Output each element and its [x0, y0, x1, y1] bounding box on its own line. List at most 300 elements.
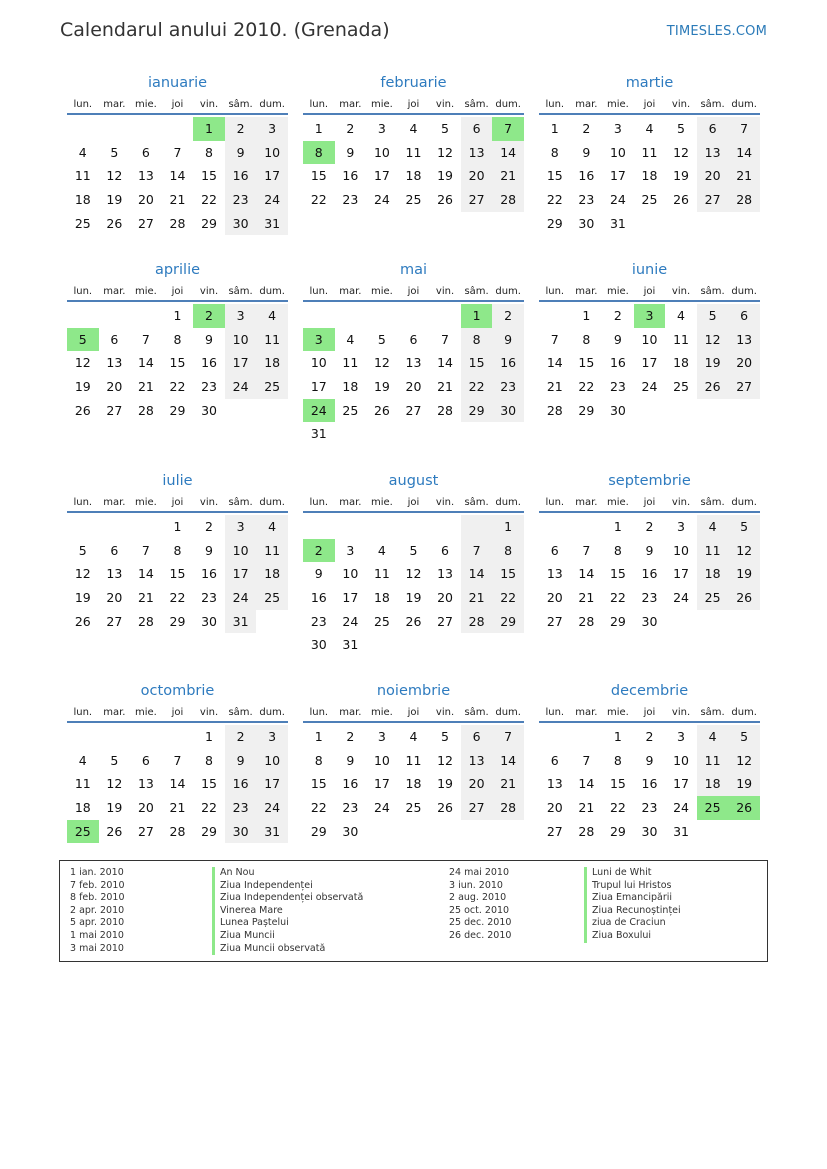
day-cell[interactable]: 5 — [110, 144, 119, 160]
day-cell[interactable]: 22 — [201, 192, 217, 208]
day-cell[interactable]: 10 — [609, 144, 626, 160]
day-cell[interactable]: 4 — [256, 304, 288, 328]
day-cell[interactable]: 4 — [697, 515, 729, 539]
day-cell[interactable]: 13 — [405, 355, 422, 371]
day-cell[interactable]: 25 — [74, 215, 91, 231]
day-cell[interactable]: 6 — [110, 331, 119, 347]
day-cell[interactable]: 18 — [256, 562, 288, 586]
day-cell[interactable]: 11 — [697, 749, 729, 773]
day-cell[interactable]: 9 — [205, 542, 213, 558]
day-cell[interactable]: 2 — [492, 304, 524, 328]
day-cell[interactable]: 13 — [461, 749, 493, 773]
day-cell[interactable]: 16 — [342, 776, 359, 792]
day-cell[interactable]: 6 — [110, 542, 119, 558]
day-cell[interactable]: 5 — [377, 331, 386, 347]
day-cell[interactable]: 15 — [609, 776, 626, 792]
day-cell[interactable]: 5 — [441, 729, 449, 744]
day-cell[interactable]: 19 — [74, 590, 91, 606]
day-cell[interactable]: 26 — [697, 375, 729, 399]
day-cell[interactable]: 29 — [201, 823, 217, 839]
day-cell[interactable]: 12 — [74, 355, 91, 371]
day-cell[interactable]: 7 — [141, 542, 150, 558]
day-cell[interactable]: 14 — [578, 776, 595, 792]
day-cell[interactable]: 28 — [546, 402, 563, 418]
day-cell[interactable]: 24 — [673, 800, 689, 816]
day-cell[interactable]: 4 — [78, 144, 87, 160]
day-cell[interactable]: 4 — [697, 725, 729, 749]
day-cell[interactable]: 28 — [578, 823, 595, 839]
day-cell[interactable]: 14 — [546, 355, 563, 371]
day-cell[interactable]: 9 — [225, 141, 257, 165]
day-cell[interactable]: 21 — [137, 590, 154, 606]
day-cell[interactable]: 19 — [106, 800, 123, 816]
day-cell[interactable]: 30 — [492, 399, 524, 423]
day-cell[interactable]: 16 — [342, 168, 359, 184]
day-cell[interactable]: 12 — [437, 144, 453, 160]
day-cell[interactable]: 30 — [225, 212, 257, 236]
day-cell[interactable]: 19 — [405, 590, 422, 606]
day-cell[interactable]: 12 — [106, 168, 123, 184]
day-cell[interactable]: 7 — [461, 539, 493, 563]
day-cell[interactable]: 4 — [677, 308, 685, 323]
day-cell[interactable]: 28 — [137, 402, 154, 418]
day-cell[interactable]: 15 — [609, 566, 626, 582]
day-cell[interactable]: 17 — [373, 168, 390, 184]
day-cell[interactable]: 9 — [205, 331, 213, 347]
day-cell[interactable]: 6 — [141, 752, 150, 768]
day-cell[interactable]: 8 — [492, 539, 524, 563]
day-cell[interactable]: 29 — [546, 215, 563, 231]
day-cell[interactable]: 11 — [373, 566, 390, 582]
day-cell[interactable]: 26 — [728, 796, 760, 820]
day-cell[interactable]: 22 — [169, 379, 186, 395]
day-cell[interactable]: 6 — [728, 304, 760, 328]
day-cell[interactable]: 15 — [169, 355, 186, 371]
day-cell[interactable]: 26 — [373, 402, 390, 418]
day-cell[interactable]: 20 — [137, 800, 154, 816]
day-cell[interactable]: 17 — [673, 776, 689, 792]
day-cell[interactable]: 3 — [256, 117, 288, 141]
day-cell[interactable]: 17 — [342, 590, 359, 606]
day-cell[interactable]: 2 — [205, 519, 213, 534]
day-cell[interactable]: 27 — [437, 613, 453, 629]
day-cell[interactable]: 15 — [310, 168, 327, 184]
day-cell[interactable]: 12 — [697, 328, 729, 352]
day-cell[interactable]: 25 — [256, 375, 288, 399]
day-cell[interactable]: 13 — [728, 328, 760, 352]
day-cell[interactable]: 22 — [609, 800, 626, 816]
day-cell[interactable]: 24 — [373, 192, 390, 208]
day-cell[interactable]: 19 — [728, 772, 760, 796]
day-cell[interactable]: 23 — [225, 796, 257, 820]
day-cell[interactable]: 16 — [492, 351, 524, 375]
day-cell[interactable]: 1 — [582, 308, 591, 323]
day-cell[interactable]: 28 — [437, 402, 453, 418]
day-cell[interactable]: 2 — [193, 304, 225, 328]
day-cell[interactable]: 7 — [173, 144, 182, 160]
day-cell[interactable]: 11 — [256, 328, 288, 352]
day-cell[interactable]: 12 — [405, 566, 422, 582]
day-cell[interactable]: 15 — [201, 168, 217, 184]
day-cell[interactable]: 1 — [173, 519, 182, 534]
day-cell[interactable]: 13 — [461, 141, 493, 165]
day-cell[interactable]: 2 — [613, 308, 622, 323]
day-cell[interactable]: 19 — [373, 379, 390, 395]
day-cell[interactable]: 19 — [437, 776, 453, 792]
day-cell[interactable]: 16 — [201, 355, 217, 371]
day-cell[interactable]: 4 — [645, 121, 654, 136]
day-cell[interactable]: 3 — [303, 328, 335, 352]
day-cell[interactable]: 30 — [641, 613, 658, 629]
day-cell[interactable]: 19 — [697, 351, 729, 375]
day-cell[interactable]: 16 — [225, 164, 257, 188]
day-cell[interactable]: 21 — [492, 772, 524, 796]
day-cell[interactable]: 5 — [728, 725, 760, 749]
day-cell[interactable]: 16 — [641, 776, 658, 792]
day-cell[interactable]: 13 — [437, 566, 453, 582]
day-cell[interactable]: 11 — [697, 539, 729, 563]
day-cell[interactable]: 29 — [201, 215, 217, 231]
day-cell[interactable]: 23 — [641, 590, 658, 606]
day-cell[interactable]: 11 — [74, 776, 91, 792]
day-cell[interactable]: 29 — [492, 610, 524, 634]
day-cell[interactable]: 30 — [201, 402, 217, 418]
day-cell[interactable]: 19 — [437, 168, 453, 184]
day-cell[interactable]: 29 — [310, 823, 327, 839]
day-cell[interactable]: 9 — [582, 144, 591, 160]
day-cell[interactable]: 1 — [205, 729, 213, 744]
day-cell[interactable]: 12 — [673, 144, 689, 160]
day-cell[interactable]: 29 — [461, 399, 493, 423]
day-cell[interactable]: 10 — [225, 328, 257, 352]
day-cell[interactable]: 11 — [673, 331, 689, 347]
day-cell[interactable]: 10 — [673, 752, 689, 768]
day-cell[interactable]: 21 — [461, 586, 493, 610]
day-cell[interactable]: 15 — [492, 562, 524, 586]
day-cell[interactable]: 24 — [673, 590, 689, 606]
day-cell[interactable]: 18 — [74, 192, 91, 208]
day-cell[interactable]: 24 — [609, 192, 626, 208]
day-cell[interactable]: 3 — [377, 729, 386, 744]
day-cell[interactable]: 24 — [256, 188, 288, 212]
day-cell[interactable]: 23 — [578, 192, 595, 208]
day-cell[interactable]: 6 — [409, 331, 418, 347]
day-cell[interactable]: 6 — [697, 117, 729, 141]
day-cell[interactable]: 8 — [314, 752, 323, 768]
day-cell[interactable]: 15 — [578, 355, 595, 371]
day-cell[interactable]: 25 — [373, 613, 390, 629]
day-cell[interactable]: 3 — [677, 519, 685, 534]
day-cell[interactable]: 11 — [342, 355, 359, 371]
day-cell[interactable]: 28 — [728, 188, 760, 212]
day-cell[interactable]: 5 — [110, 752, 119, 768]
day-cell[interactable]: 14 — [728, 141, 760, 165]
day-cell[interactable]: 22 — [546, 192, 563, 208]
day-cell[interactable]: 1 — [193, 117, 225, 141]
day-cell[interactable]: 8 — [582, 331, 591, 347]
day-cell[interactable]: 29 — [169, 613, 186, 629]
day-cell[interactable]: 15 — [310, 776, 327, 792]
day-cell[interactable]: 3 — [677, 729, 685, 744]
day-cell[interactable]: 17 — [310, 379, 327, 395]
day-cell[interactable]: 26 — [106, 215, 123, 231]
day-cell[interactable]: 2 — [346, 121, 355, 136]
day-cell[interactable]: 23 — [201, 379, 217, 395]
day-cell[interactable]: 25 — [256, 586, 288, 610]
day-cell[interactable]: 28 — [492, 796, 524, 820]
day-cell[interactable]: 17 — [641, 355, 658, 371]
day-cell[interactable]: 8 — [461, 328, 493, 352]
day-cell[interactable]: 20 — [405, 379, 422, 395]
day-cell[interactable]: 18 — [673, 355, 689, 371]
day-cell[interactable]: 17 — [225, 562, 257, 586]
day-cell[interactable]: 25 — [673, 379, 689, 395]
day-cell[interactable]: 20 — [137, 192, 154, 208]
day-cell[interactable]: 16 — [609, 355, 626, 371]
day-cell[interactable]: 24 — [373, 800, 390, 816]
day-cell[interactable]: 3 — [225, 515, 257, 539]
day-cell[interactable]: 10 — [673, 542, 689, 558]
day-cell[interactable]: 23 — [342, 192, 359, 208]
day-cell[interactable]: 10 — [641, 331, 658, 347]
day-cell[interactable]: 9 — [492, 328, 524, 352]
day-cell[interactable]: 12 — [728, 749, 760, 773]
day-cell[interactable]: 4 — [409, 121, 418, 136]
day-cell[interactable]: 27 — [137, 215, 154, 231]
day-cell[interactable]: 22 — [578, 379, 595, 395]
day-cell[interactable]: 21 — [578, 800, 595, 816]
day-cell[interactable]: 22 — [310, 192, 327, 208]
day-cell[interactable]: 27 — [697, 188, 729, 212]
day-cell[interactable]: 17 — [256, 164, 288, 188]
day-cell[interactable]: 24 — [225, 586, 257, 610]
day-cell[interactable]: 23 — [310, 613, 327, 629]
day-cell[interactable]: 22 — [201, 800, 217, 816]
day-cell[interactable]: 7 — [492, 117, 524, 141]
day-cell[interactable]: 25 — [697, 586, 729, 610]
day-cell[interactable]: 4 — [409, 729, 418, 744]
day-cell[interactable]: 18 — [342, 379, 359, 395]
day-cell[interactable]: 7 — [550, 331, 559, 347]
day-cell[interactable]: 18 — [405, 776, 422, 792]
day-cell[interactable]: 28 — [169, 215, 186, 231]
day-cell[interactable]: 28 — [578, 613, 595, 629]
day-cell[interactable]: 26 — [405, 613, 422, 629]
day-cell[interactable]: 7 — [173, 752, 182, 768]
day-cell[interactable]: 6 — [461, 117, 493, 141]
day-cell[interactable]: 12 — [437, 752, 453, 768]
day-cell[interactable]: 10 — [342, 566, 359, 582]
day-cell[interactable]: 22 — [310, 800, 327, 816]
day-cell[interactable]: 31 — [225, 610, 257, 634]
day-cell[interactable]: 18 — [697, 562, 729, 586]
day-cell[interactable]: 23 — [609, 379, 626, 395]
day-cell[interactable]: 8 — [613, 752, 622, 768]
day-cell[interactable]: 30 — [342, 823, 359, 839]
day-cell[interactable]: 25 — [697, 796, 729, 820]
day-cell[interactable]: 2 — [582, 121, 591, 136]
day-cell[interactable]: 21 — [169, 192, 186, 208]
day-cell[interactable]: 14 — [437, 355, 453, 371]
day-cell[interactable]: 8 — [173, 542, 182, 558]
day-cell[interactable]: 20 — [728, 351, 760, 375]
day-cell[interactable]: 20 — [546, 800, 563, 816]
day-cell[interactable]: 27 — [728, 375, 760, 399]
day-cell[interactable]: 29 — [578, 402, 595, 418]
day-cell[interactable]: 9 — [346, 144, 355, 160]
day-cell[interactable]: 30 — [310, 637, 327, 653]
day-cell[interactable]: 5 — [728, 515, 760, 539]
day-cell[interactable]: 14 — [578, 566, 595, 582]
day-cell[interactable]: 17 — [225, 351, 257, 375]
day-cell[interactable]: 27 — [106, 613, 123, 629]
day-cell[interactable]: 15 — [201, 776, 217, 792]
day-cell[interactable]: 12 — [74, 566, 91, 582]
day-cell[interactable]: 24 — [641, 379, 658, 395]
day-cell[interactable]: 17 — [673, 566, 689, 582]
day-cell[interactable]: 24 — [225, 375, 257, 399]
day-cell[interactable]: 3 — [634, 304, 666, 328]
day-cell[interactable]: 4 — [256, 515, 288, 539]
day-cell[interactable]: 8 — [613, 542, 622, 558]
day-cell[interactable]: 9 — [613, 331, 622, 347]
day-cell[interactable]: 9 — [225, 749, 257, 773]
day-cell[interactable]: 6 — [461, 725, 493, 749]
day-cell[interactable]: 30 — [201, 613, 217, 629]
day-cell[interactable]: 5 — [441, 121, 449, 136]
day-cell[interactable]: 26 — [74, 613, 91, 629]
day-cell[interactable]: 27 — [461, 796, 493, 820]
day-cell[interactable]: 7 — [582, 542, 591, 558]
day-cell[interactable]: 1 — [492, 515, 524, 539]
day-cell[interactable]: 23 — [201, 590, 217, 606]
day-cell[interactable]: 30 — [641, 823, 658, 839]
day-cell[interactable]: 21 — [169, 800, 186, 816]
day-cell[interactable]: 8 — [550, 144, 559, 160]
day-cell[interactable]: 3 — [256, 725, 288, 749]
day-cell[interactable]: 26 — [673, 192, 689, 208]
day-cell[interactable]: 24 — [342, 613, 359, 629]
day-cell[interactable]: 18 — [256, 351, 288, 375]
day-cell[interactable]: 11 — [405, 752, 422, 768]
day-cell[interactable]: 21 — [137, 379, 154, 395]
day-cell[interactable]: 17 — [373, 776, 390, 792]
day-cell[interactable]: 6 — [550, 542, 559, 558]
day-cell[interactable]: 6 — [441, 542, 449, 558]
day-cell[interactable]: 8 — [205, 144, 213, 160]
day-cell[interactable]: 2 — [225, 117, 257, 141]
day-cell[interactable]: 21 — [492, 164, 524, 188]
day-cell[interactable]: 25 — [67, 820, 99, 844]
day-cell[interactable]: 19 — [673, 168, 689, 184]
day-cell[interactable]: 8 — [173, 331, 182, 347]
day-cell[interactable]: 7 — [582, 752, 591, 768]
day-cell[interactable]: 1 — [613, 729, 622, 744]
day-cell[interactable]: 18 — [74, 800, 91, 816]
day-cell[interactable]: 1 — [461, 304, 493, 328]
day-cell[interactable]: 26 — [74, 402, 91, 418]
day-cell[interactable]: 2 — [346, 729, 355, 744]
day-cell[interactable]: 7 — [728, 117, 760, 141]
day-cell[interactable]: 31 — [310, 426, 327, 442]
day-cell[interactable]: 10 — [256, 749, 288, 773]
day-cell[interactable]: 30 — [578, 215, 595, 231]
day-cell[interactable]: 27 — [106, 402, 123, 418]
day-cell[interactable]: 12 — [106, 776, 123, 792]
day-cell[interactable]: 31 — [609, 215, 626, 231]
day-cell[interactable]: 3 — [613, 121, 622, 136]
day-cell[interactable]: 25 — [405, 800, 422, 816]
day-cell[interactable]: 15 — [461, 351, 493, 375]
day-cell[interactable]: 9 — [645, 542, 654, 558]
day-cell[interactable]: 16 — [225, 772, 257, 796]
day-cell[interactable]: 19 — [74, 379, 91, 395]
day-cell[interactable]: 17 — [256, 772, 288, 796]
day-cell[interactable]: 16 — [641, 566, 658, 582]
day-cell[interactable]: 19 — [106, 192, 123, 208]
day-cell[interactable]: 26 — [106, 823, 123, 839]
day-cell[interactable]: 1 — [613, 519, 622, 534]
day-cell[interactable]: 5 — [78, 542, 87, 558]
day-cell[interactable]: 17 — [609, 168, 626, 184]
day-cell[interactable]: 9 — [314, 566, 323, 582]
day-cell[interactable]: 20 — [437, 590, 453, 606]
day-cell[interactable]: 8 — [205, 752, 213, 768]
day-cell[interactable]: 20 — [106, 379, 123, 395]
day-cell[interactable]: 25 — [405, 192, 422, 208]
day-cell[interactable]: 16 — [578, 168, 595, 184]
day-cell[interactable]: 11 — [405, 144, 422, 160]
day-cell[interactable]: 14 — [492, 749, 524, 773]
day-cell[interactable]: 6 — [141, 144, 150, 160]
day-cell[interactable]: 11 — [256, 539, 288, 563]
day-cell[interactable]: 10 — [256, 141, 288, 165]
day-cell[interactable]: 3 — [225, 304, 257, 328]
day-cell[interactable]: 4 — [78, 752, 87, 768]
day-cell[interactable]: 12 — [728, 539, 760, 563]
day-cell[interactable]: 13 — [106, 566, 123, 582]
day-cell[interactable]: 16 — [201, 566, 217, 582]
day-cell[interactable]: 4 — [377, 542, 386, 558]
day-cell[interactable]: 21 — [578, 590, 595, 606]
day-cell[interactable]: 1 — [550, 121, 559, 136]
day-cell[interactable]: 30 — [609, 402, 626, 418]
day-cell[interactable]: 20 — [461, 164, 493, 188]
day-cell[interactable]: 2 — [303, 539, 335, 563]
day-cell[interactable]: 27 — [461, 188, 493, 212]
day-cell[interactable]: 25 — [641, 192, 658, 208]
day-cell[interactable]: 21 — [546, 379, 563, 395]
day-cell[interactable]: 7 — [492, 725, 524, 749]
day-cell[interactable]: 22 — [461, 375, 493, 399]
day-cell[interactable]: 6 — [550, 752, 559, 768]
day-cell[interactable]: 13 — [106, 355, 123, 371]
day-cell[interactable]: 10 — [373, 144, 390, 160]
day-cell[interactable]: 14 — [461, 562, 493, 586]
day-cell[interactable]: 31 — [256, 212, 288, 236]
day-cell[interactable]: 13 — [546, 566, 563, 582]
day-cell[interactable]: 7 — [141, 331, 150, 347]
day-cell[interactable]: 14 — [492, 141, 524, 165]
day-cell[interactable]: 31 — [256, 820, 288, 844]
day-cell[interactable]: 28 — [169, 823, 186, 839]
day-cell[interactable]: 28 — [492, 188, 524, 212]
day-cell[interactable]: 24 — [256, 796, 288, 820]
day-cell[interactable]: 23 — [342, 800, 359, 816]
day-cell[interactable]: 22 — [492, 586, 524, 610]
day-cell[interactable]: 14 — [169, 776, 186, 792]
day-cell[interactable]: 18 — [641, 168, 658, 184]
